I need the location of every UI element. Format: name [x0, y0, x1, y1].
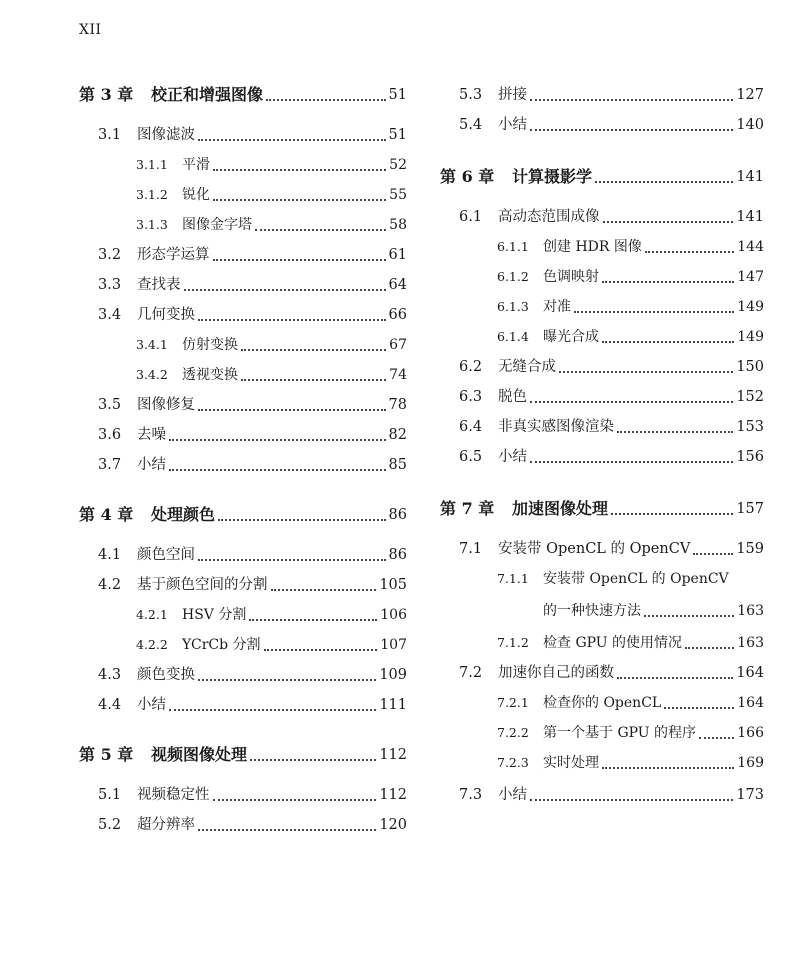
toc-entry-page: 55: [389, 187, 407, 203]
toc-entry-title: 加速图像处理: [512, 499, 609, 518]
toc-entry-number: 6.4: [459, 419, 483, 435]
leader-dots: [530, 99, 733, 101]
toc-entry-page: 152: [736, 389, 764, 405]
toc-entry-page: 61: [388, 247, 407, 263]
toc-entry: [440, 722, 764, 744]
leader-dots: [685, 647, 734, 649]
toc-entry-title: 透视变换: [182, 367, 238, 383]
toc-entry-number: 3.5: [98, 397, 122, 413]
toc-entry: [79, 214, 407, 236]
toc-entry-title: 安装带 OpenCL 的 OpenCV: [543, 571, 729, 587]
leader-dots: [241, 379, 386, 381]
toc-entry: [440, 446, 764, 468]
toc-entry: [79, 454, 407, 476]
toc-entry-number: 3.1.3: [136, 217, 168, 232]
toc-entry: [440, 498, 764, 520]
toc-entry-title: 图像金字塔: [182, 217, 252, 233]
leader-dots: [198, 829, 376, 831]
toc-entry-page: 144: [737, 239, 764, 255]
toc-entry-number: 7.2.2: [497, 725, 529, 740]
leader-dots: [184, 289, 386, 291]
toc-entry-page: 66: [388, 307, 407, 323]
toc-entry: [440, 386, 764, 408]
toc-entry-title: 对准: [543, 299, 571, 315]
toc-entry-page: 127: [736, 87, 764, 103]
toc-entry-title: 拼接: [498, 87, 527, 103]
toc-entry-number: 7.1.2: [497, 635, 529, 650]
toc-entry: [79, 334, 407, 356]
toc-entry: [79, 364, 407, 386]
toc-entry-page: 141: [736, 209, 764, 225]
toc-entry-title: 无缝合成: [498, 359, 556, 375]
toc-entry-number: 6.1: [459, 209, 483, 225]
toc-entry-title: 检查 GPU 的使用情况: [543, 635, 683, 651]
toc-entry: [440, 356, 764, 378]
toc-entry-title: 高动态范围成像: [498, 209, 600, 225]
toc-entry-page: 109: [379, 667, 407, 683]
toc-entry-number: 第 7 章: [440, 499, 495, 518]
toc-entry-number: 6.1.1: [497, 239, 529, 254]
toc-entry-title: 形态学运算: [137, 247, 210, 263]
toc-entry-page: 149: [737, 299, 764, 315]
toc-entry-number: 5.4: [459, 117, 483, 133]
leader-dots: [198, 559, 386, 561]
leader-dots: [213, 199, 386, 201]
toc-entry: [440, 600, 764, 622]
toc-entry-page: 51: [388, 127, 407, 143]
leader-dots: [617, 431, 733, 433]
toc-entry: [440, 166, 764, 188]
toc-entry-number: 4.2: [98, 577, 122, 593]
toc-entry-page: 150: [736, 359, 764, 375]
toc-entry: [440, 692, 764, 714]
toc-entry: [79, 544, 407, 566]
toc-entry-title: 颜色变换: [137, 667, 195, 683]
toc-entry-number: 3.4: [98, 307, 122, 323]
toc-entry: [440, 662, 764, 684]
toc-entry-title: 小结: [137, 457, 166, 473]
toc-entry-page: 166: [737, 725, 764, 741]
toc-entry: [440, 538, 764, 560]
toc-entry-title: 检查你的 OpenCL: [543, 695, 662, 711]
toc-entry-number: 4.1: [98, 547, 122, 563]
toc-entry-page: 163: [737, 635, 764, 651]
toc-entry-title: 计算摄影学: [512, 167, 593, 186]
toc-entry-page: 140: [736, 117, 764, 133]
toc-entry-title: 小结: [498, 117, 527, 133]
toc-entry: [79, 124, 407, 146]
leader-dots: [264, 649, 378, 651]
leader-dots: [617, 677, 733, 679]
toc-entry-page: 52: [389, 157, 407, 173]
toc-entry-number: 第 3 章: [79, 85, 134, 104]
toc-entry-title: 图像修复: [137, 397, 195, 413]
toc-entry-title: 锐化: [182, 187, 210, 203]
toc-entry-title: HSV 分割: [182, 607, 247, 623]
leader-dots: [644, 615, 734, 617]
toc-entry-title: 非真实感图像渲染: [498, 419, 614, 435]
toc-entry-number: 5.1: [98, 787, 122, 803]
toc-entry-number: 3.2: [98, 247, 122, 263]
leader-dots: [198, 409, 386, 411]
toc-entry-number: 7.2.1: [497, 695, 529, 710]
leader-dots: [198, 139, 386, 141]
leader-dots: [271, 589, 377, 591]
toc-entry-page: 111: [379, 697, 407, 713]
leader-dots: [249, 619, 377, 621]
toc-entry-title: 的一种快速方法: [543, 603, 641, 619]
toc-entry-page: 112: [379, 747, 407, 763]
leader-dots: [602, 767, 734, 769]
toc-entry-title: 平滑: [182, 157, 210, 173]
leader-dots: [169, 439, 386, 441]
toc-entry-title: 曝光合成: [543, 329, 599, 345]
toc-entry: [440, 266, 764, 288]
toc-entry-number: 7.2.3: [497, 755, 529, 770]
toc-entry-page: 164: [736, 665, 764, 681]
toc-entry-page: 82: [388, 427, 407, 443]
toc-entry: [79, 604, 407, 626]
toc-entry: [79, 504, 407, 526]
toc-entry-title: 超分辨率: [137, 817, 195, 833]
toc-entry-page: 164: [737, 695, 764, 711]
toc-entry-number: 3.1.2: [136, 187, 168, 202]
toc-entry-page: 147: [737, 269, 764, 285]
toc-entry-page: 149: [737, 329, 764, 345]
toc-entry: [79, 784, 407, 806]
toc-entry-title: 第一个基于 GPU 的程序: [543, 725, 697, 741]
toc-entry: [79, 424, 407, 446]
toc-entry: [79, 394, 407, 416]
toc-entry: [79, 744, 407, 766]
toc-entry: [440, 84, 764, 106]
toc-entry-number: 3.4.1: [136, 337, 168, 352]
leader-dots: [603, 221, 734, 223]
leader-dots: [213, 799, 377, 801]
toc-entry-page: 153: [736, 419, 764, 435]
toc-entry-number: 3.4.2: [136, 367, 168, 382]
leader-dots: [218, 519, 386, 521]
toc-entry-title: 视频稳定性: [137, 787, 210, 803]
toc-entry-number: 7.3: [459, 787, 483, 803]
toc-entry-title: 加速你自己的函数: [498, 665, 614, 681]
toc-entry-number: 3.1: [98, 127, 122, 143]
toc-entry-number: 第 6 章: [440, 167, 495, 186]
leader-dots: [645, 251, 734, 253]
toc-entry-title: 校正和增强图像: [151, 85, 264, 104]
toc-entry-number: 第 5 章: [79, 745, 134, 764]
toc-entry: [440, 416, 764, 438]
toc-entry-number: 7.1.1: [497, 571, 529, 586]
toc-entry-number: 6.5: [459, 449, 483, 465]
toc-entry-title: 创建 HDR 图像: [543, 239, 642, 255]
toc-entry: [440, 206, 764, 228]
toc-entry: [79, 274, 407, 296]
toc-entry-page: 173: [736, 787, 764, 803]
toc-entry: [440, 236, 764, 258]
toc-entry: [440, 568, 764, 590]
toc-entry-page: 141: [736, 169, 764, 185]
toc-entry: [79, 84, 407, 106]
toc-entry-page: 157: [736, 501, 764, 517]
toc-entry-title: 色调映射: [543, 269, 599, 285]
toc-entry-title: 颜色空间: [137, 547, 195, 563]
toc-entry-number: 3.3: [98, 277, 122, 293]
leader-dots: [255, 229, 386, 231]
toc-entry-page: 74: [389, 367, 407, 383]
leader-dots: [266, 99, 386, 101]
leader-dots: [241, 349, 386, 351]
toc-entry-page: 156: [736, 449, 764, 465]
toc-entry: [79, 304, 407, 326]
toc-entry: [440, 752, 764, 774]
toc-entry-page: 67: [389, 337, 407, 353]
toc-entry-number: 4.2.2: [136, 637, 168, 652]
leader-dots: [574, 311, 734, 313]
toc-entry-title: 基于颜色空间的分割: [137, 577, 268, 593]
toc-entry-number: 4.3: [98, 667, 122, 683]
leader-dots: [602, 341, 734, 343]
leader-dots: [530, 401, 733, 403]
leader-dots: [169, 709, 376, 711]
toc-entry-title: 小结: [498, 449, 527, 465]
toc-entry-number: 4.2.1: [136, 607, 168, 622]
leader-dots: [198, 679, 376, 681]
toc-entry-number: 6.3: [459, 389, 483, 405]
toc-entry-page: 105: [379, 577, 407, 593]
leader-dots: [198, 319, 386, 321]
toc-entry-page: 78: [388, 397, 407, 413]
toc-entry-number: 6.1.4: [497, 329, 529, 344]
toc-entry-number: 6.1.2: [497, 269, 529, 284]
toc-entry: [79, 634, 407, 656]
toc-entry: [79, 154, 407, 176]
toc-entry-title: YCrCb 分割: [182, 637, 261, 653]
toc-entry-title: 脱色: [498, 389, 527, 405]
toc-entry-page: 51: [388, 87, 407, 103]
toc-entry: [79, 244, 407, 266]
toc-entry-page: 120: [379, 817, 407, 833]
leader-dots: [595, 181, 733, 183]
leader-dots: [250, 759, 376, 761]
leader-dots: [169, 469, 386, 471]
toc-entry-page: 85: [388, 457, 407, 473]
toc-entry-number: 6.2: [459, 359, 483, 375]
page-number: XII: [79, 22, 102, 38]
toc-entry-page: 86: [388, 547, 407, 563]
leader-dots: [213, 169, 386, 171]
leader-dots: [559, 371, 733, 373]
toc-entry-page: 169: [737, 755, 764, 771]
leader-dots: [699, 737, 734, 739]
toc-entry-number: 3.1.1: [136, 157, 168, 172]
toc-entry: [79, 694, 407, 716]
toc-entry-number: 7.2: [459, 665, 483, 681]
toc-entry-number: 3.6: [98, 427, 122, 443]
toc-entry-page: 64: [388, 277, 407, 293]
toc-entry-title: 安装带 OpenCL 的 OpenCV: [498, 541, 691, 557]
leader-dots: [213, 259, 386, 261]
toc-entry-number: 第 4 章: [79, 505, 134, 524]
toc-entry-title: 处理颜色: [151, 505, 216, 524]
leader-dots: [530, 129, 733, 131]
toc-entry: [440, 784, 764, 806]
toc-entry-page: 106: [380, 607, 407, 623]
toc-entry: [79, 574, 407, 596]
toc-entry-page: 159: [736, 541, 764, 557]
toc-entry-title: 几何变换: [137, 307, 195, 323]
leader-dots: [611, 513, 733, 515]
toc-entry: [440, 632, 764, 654]
toc-entry: [440, 114, 764, 136]
toc-entry-page: 112: [379, 787, 407, 803]
toc-entry-number: 5.2: [98, 817, 122, 833]
toc-entry-title: 图像滤波: [137, 127, 195, 143]
toc-entry-page: 163: [737, 603, 764, 619]
toc-entry-number: 7.1: [459, 541, 483, 557]
leader-dots: [530, 799, 733, 801]
toc-entry-page: 86: [388, 507, 407, 523]
toc-entry-page: 107: [380, 637, 407, 653]
toc-entry-title: 去噪: [137, 427, 166, 443]
toc-entry: [79, 814, 407, 836]
toc-entry: [79, 664, 407, 686]
toc-entry: [440, 326, 764, 348]
leader-dots: [602, 281, 734, 283]
toc-entry: [440, 296, 764, 318]
toc-entry-title: 视频图像处理: [151, 745, 248, 764]
toc-entry-title: 小结: [137, 697, 166, 713]
toc-entry: [79, 184, 407, 206]
toc-entry-number: 4.4: [98, 697, 122, 713]
leader-dots: [664, 707, 734, 709]
toc-entry-number: 3.7: [98, 457, 122, 473]
toc-entry-title: 小结: [498, 787, 527, 803]
toc-entry-number: 6.1.3: [497, 299, 529, 314]
leader-dots: [530, 461, 733, 463]
toc-entry-title: 查找表: [137, 277, 181, 293]
toc-entry-page: 58: [389, 217, 407, 233]
leader-dots: [693, 553, 733, 555]
toc-entry-title: 仿射变换: [182, 337, 238, 353]
toc-entry-title: 实时处理: [543, 755, 599, 771]
toc-entry-number: 5.3: [459, 87, 483, 103]
